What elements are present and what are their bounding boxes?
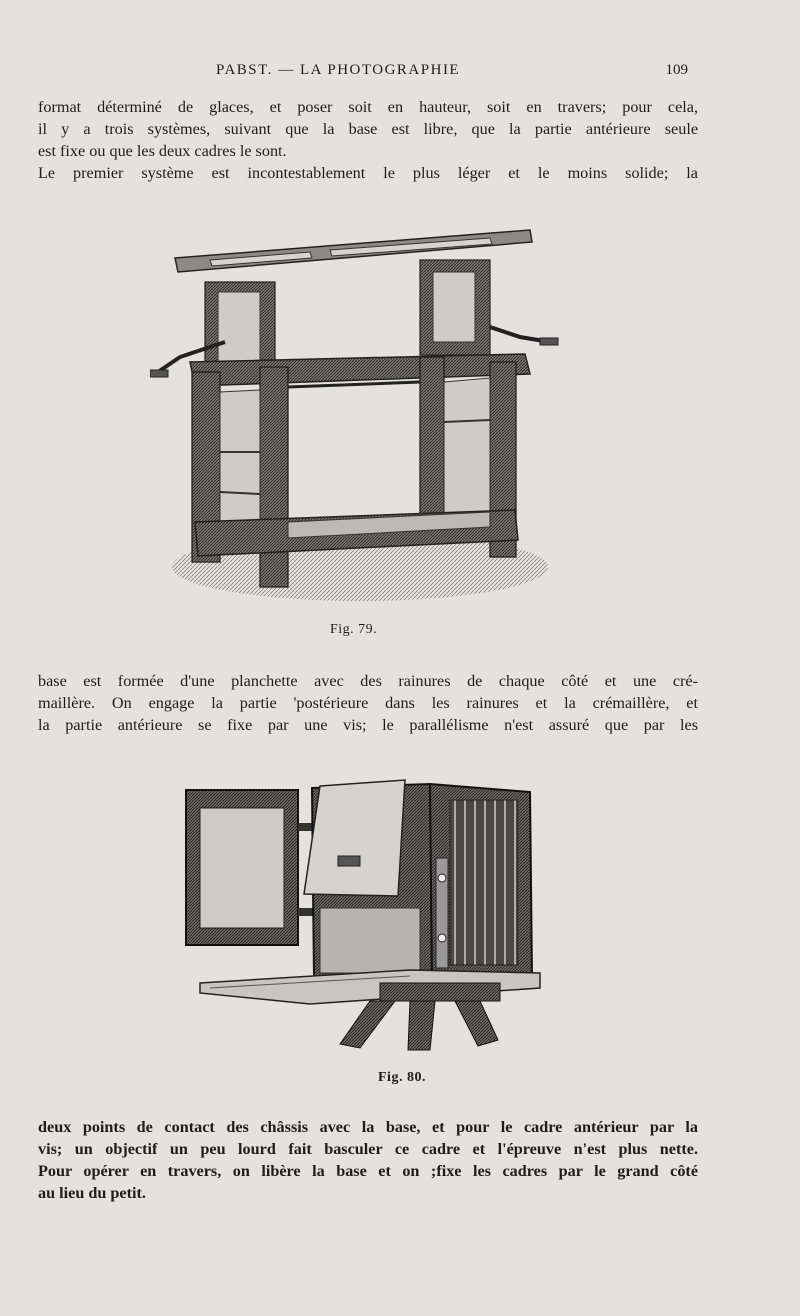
running-head: PABST. — LA PHOTOGRAPHIE bbox=[216, 62, 461, 78]
text-line: deux points de contact des châssis avec la base, et pour le cadre antérieur par la bbox=[38, 1118, 698, 1136]
text-line: Le premier système est incontestablement le plus léger et le moins solide; la bbox=[38, 164, 698, 182]
figure-80-caption: Fig. 80. bbox=[378, 1070, 426, 1085]
page-header bbox=[38, 62, 688, 86]
figure-79-illustration bbox=[150, 222, 565, 608]
text-line: Pour opérer en travers, on libère la base et on ;fixe les cadres par le grand côté bbox=[38, 1162, 698, 1180]
text-line: la partie antérieure se fixe par une vis; le parallélisme n'est assuré que par les bbox=[38, 716, 698, 734]
figure-80-illustration bbox=[180, 778, 550, 1058]
paragraph-1 bbox=[38, 96, 698, 184]
figure-79-caption: Fig. 79. bbox=[330, 622, 378, 637]
text-line: est fixe ou que les deux cadres le sont. bbox=[38, 142, 287, 160]
text-line: base est formée d'une planchette avec des rainures de chaque côté et une cré- bbox=[38, 672, 698, 690]
page-number: 109 bbox=[665, 62, 688, 78]
text-line: maillère. On engage la partie 'postérieure dans les rainures et la crémaillère, et bbox=[38, 694, 698, 712]
text-line: vis; un objectif un peu lourd fait basculer ce cadre et l'épreuve n'est plus nette. bbox=[38, 1140, 698, 1158]
text-line: au lieu du petit. bbox=[38, 1184, 146, 1202]
text-line: format déterminé de glaces, et poser soit en hauteur, soit en travers; pour cela, bbox=[38, 98, 698, 116]
paragraph-2 bbox=[38, 670, 698, 736]
paragraph-3 bbox=[38, 1116, 698, 1204]
text-line: il y a trois systèmes, suivant que la base est libre, que la partie antérieure seule bbox=[38, 120, 698, 138]
